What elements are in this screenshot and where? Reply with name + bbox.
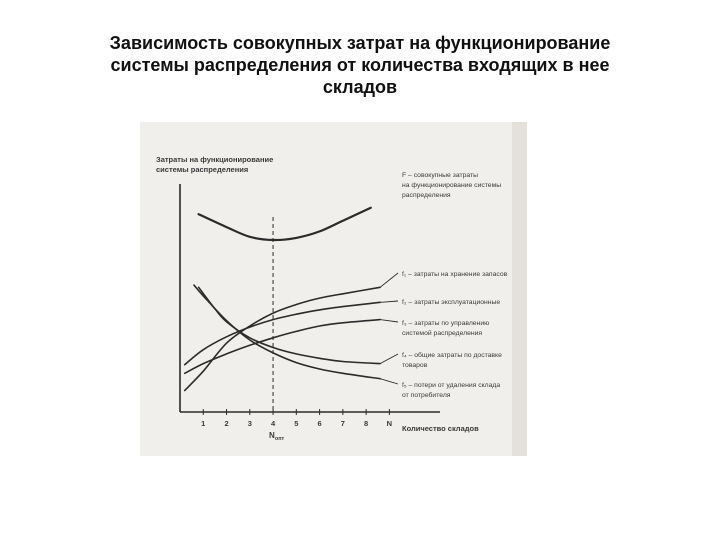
legend-label-5-line-1: f₄ – общие затраты по доставке	[402, 352, 502, 359]
slide-title-line-2: системы распределения от количества входящих в нее	[110, 55, 610, 75]
legend-label-1-line-2: на функционирование системы	[402, 182, 502, 189]
series-line-1	[199, 208, 371, 240]
legend-leader-line-4	[380, 320, 398, 322]
optimum-label: $N_{опт}$	[269, 431, 285, 442]
scanned-chart-figure	[140, 122, 527, 456]
x-tick-label: 7	[340, 419, 345, 428]
legend-leader-line-6	[380, 379, 398, 384]
x-tick-label: 5	[294, 419, 299, 428]
legend-label-3-line-1: f₂ – затраты эксплуатационные	[402, 299, 501, 306]
chart-series	[185, 208, 398, 391]
x-tick-label: 6	[317, 419, 322, 428]
x-axis-label: Количество складов	[402, 424, 479, 433]
x-tick-label: 2	[224, 419, 229, 428]
legend-label-4-line-2: системой распределения	[402, 330, 483, 337]
x-tick-label: N	[386, 419, 393, 428]
legend-leader-line-3	[380, 301, 398, 302]
legend-label-2-line-1: f₁ – затраты на хранение запасов	[402, 271, 508, 278]
chart-labels	[156, 155, 508, 442]
series-line-3	[185, 302, 380, 364]
legend-label-4-line-1: f₃ – затраты по управлению	[402, 320, 490, 327]
x-tick-label: 1	[201, 419, 206, 428]
legend-label-1-line-3: распределения	[402, 192, 451, 199]
optimum-subscript: опт	[274, 436, 285, 442]
series-line-5	[199, 287, 381, 363]
legend-label-1-line-1: F – совокупные затраты	[402, 172, 478, 179]
chart-axes	[180, 184, 440, 415]
legend-leader-line-2	[380, 273, 398, 287]
series-line-4	[185, 320, 380, 374]
x-tick-label: 4	[270, 419, 276, 428]
slide-title-line-1: Зависимость совокупных затрат на функционирование	[109, 33, 611, 53]
x-tick-label: 3	[247, 419, 252, 428]
legend-leader-line-5	[380, 354, 398, 364]
legend-label-5-line-2: товаров	[402, 362, 428, 369]
slide-title	[40, 32, 680, 98]
slide-title-line-3: складов	[322, 77, 398, 97]
total-cost-chart	[140, 122, 527, 456]
x-tick-label: 8	[364, 419, 369, 428]
y-axis-label-line-2: системы распределения	[156, 165, 249, 174]
series-line-6	[194, 285, 380, 379]
legend-label-6-line-1: f₅ – потери от удаления склада	[402, 382, 501, 389]
legend-label-6-line-2: от потребителя	[402, 392, 451, 399]
y-axis-label-line-1: Затраты на функционирование	[156, 155, 274, 164]
